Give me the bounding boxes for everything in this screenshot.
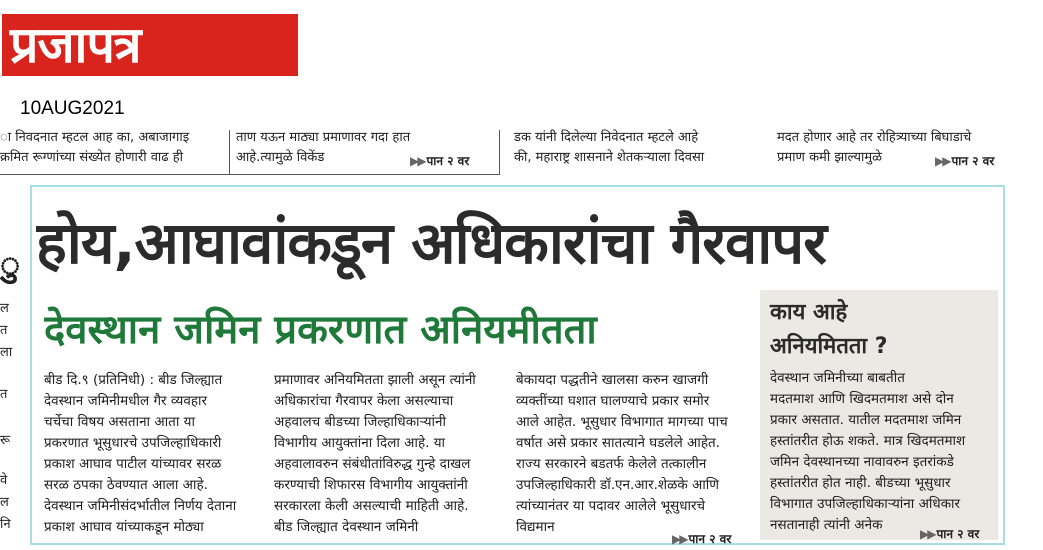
- edge-fragment-large: ु: [0, 245, 21, 285]
- edge-fragment: ल: [0, 495, 9, 510]
- strip-divider: [499, 130, 500, 175]
- edge-fragment: ल: [0, 301, 9, 316]
- article-continued: [672, 530, 731, 547]
- edge-fragment: त: [0, 387, 8, 402]
- arrow-icon: ▶▶: [920, 527, 935, 541]
- strip-col2-page-label: पान २ वर: [426, 154, 470, 168]
- strip-col2-text: ताण यऊन माठ्या प्रमाणावर गदा हात आहे.त्यामुळे विकेंड: [236, 130, 411, 165]
- strip-divider: [229, 130, 230, 174]
- date-stamp: 10AUG2021: [20, 98, 125, 119]
- edge-fragment: रू: [0, 433, 11, 448]
- sidebar-body: देवस्थान जमिनीच्या बाबतीत मदतमाश आणि खिदमतमाश असे दोन प्रकार असतात. यातील मदतमाश जमिन हस्तांतरीत होऊ शकते. मात्र खिदमतमाश जमिन देवस्थानच्या नावावरुन इतरांकडे हस्तांतरीत होत नाही. बीडच्या भूसुधार विभागात उपजिल्हाधिकाऱ्यांना अधिकार नसतानाही त्यांनी अनेक: [770, 370, 966, 533]
- edge-fragment: नि: [0, 517, 11, 532]
- strip-bottom-rule: [0, 174, 500, 175]
- edge-fragment: ला: [0, 345, 13, 360]
- strip-col4-continued: [935, 152, 994, 169]
- masthead-logo: प्रजापत्र: [2, 14, 298, 76]
- strip-col2-continued: [410, 152, 469, 169]
- strip-col4-text: मदत होणार आहे तर रोहित्र्याच्या बिघाडाचे प्रमाण कमी झाल्यामुळे: [777, 130, 972, 165]
- sidebar-title: काय आहे अनियमितता ?: [770, 300, 888, 359]
- arrow-icon: ▶▶: [410, 154, 425, 168]
- edge-fragment: त: [0, 323, 8, 338]
- article-page-label: पान २ वर: [688, 532, 732, 546]
- strip-col1-text: ा निवदनात म्हटल आह का, अबाजागाइ क्रमित रूग्णांच्या संख्येत होणारी वाढ ही: [0, 130, 190, 165]
- sidebar-page-label: पान २ वर: [936, 527, 980, 541]
- article-column-1: बीड दि.९ (प्रतिनिधी) : बीड जिल्ह्यात देवस्थान जमिनीमधील गैर व्यवहार चर्चेचा विषय असताना आता या प्रकरणात भूसुधारचे उपजिल्हाधिकारी प्रकाश आघाव पाटील यांच्यावर सरळ सरळ ठपका ठेवण्यात आला आहे. देवस्थान जमिनीसंदर्भातील निर्णय देताना प्रकाश आघाव यांच्याकडून मोठ्या: [44, 372, 237, 535]
- article-headline: होय,आघावांकडून अधिकारांचा गैरवापर: [36, 209, 826, 277]
- article-column-2: प्रमाणावर अनियमितता झाली असून त्यांनी अधिकारांचा गैरवापर केला असल्याचा अहवालच बीडच्या जिल्हाधिकाऱ्यांनी विभागीय आयुक्तांना दिला आहे. या अहवालावरुन संबंधीतांविरुद्ध गुन्हे दाखल करण्याची शिफारस विभागीय आयुक्तांनी सरकारला केली असल्याची माहिती आहे. बीड जिल्ह्यात देवस्थान जमिनी: [274, 372, 476, 535]
- strip-col3-text: डक यांनी दिलेल्या निवेदनात म्हटले आहे की, महाराष्ट्र शासनाने शेतकऱ्याला दिवसा: [514, 130, 705, 165]
- arrow-icon: ▶▶: [672, 532, 687, 546]
- arrow-icon: ▶▶: [935, 154, 950, 168]
- sidebar-continued: [920, 525, 979, 542]
- edge-fragment: वे: [0, 473, 8, 488]
- article-subheadline: देवस्थान जमिन प्रकरणात अनियमीतता: [44, 307, 597, 353]
- strip-col4-page-label: पान २ वर: [951, 154, 995, 168]
- article-column-3: बेकायदा पद्धतीने खालसा करुन खाजगी व्यक्तींच्या घशात घालण्याचे प्रकार समोर आले आहेत. भूसुधार विभागात मागच्या पाच वर्षात असे प्रकार सातत्याने घडलेले आहेत. राज्य सरकारने बडतर्फ केलेले तत्कालीन उपजिल्हाधिकारी डॉ.एन.आर.शेळके आणि त्यांच्यानंतर या पदावर आलेले भूसुधारचे विद्यमान: [516, 372, 728, 535]
